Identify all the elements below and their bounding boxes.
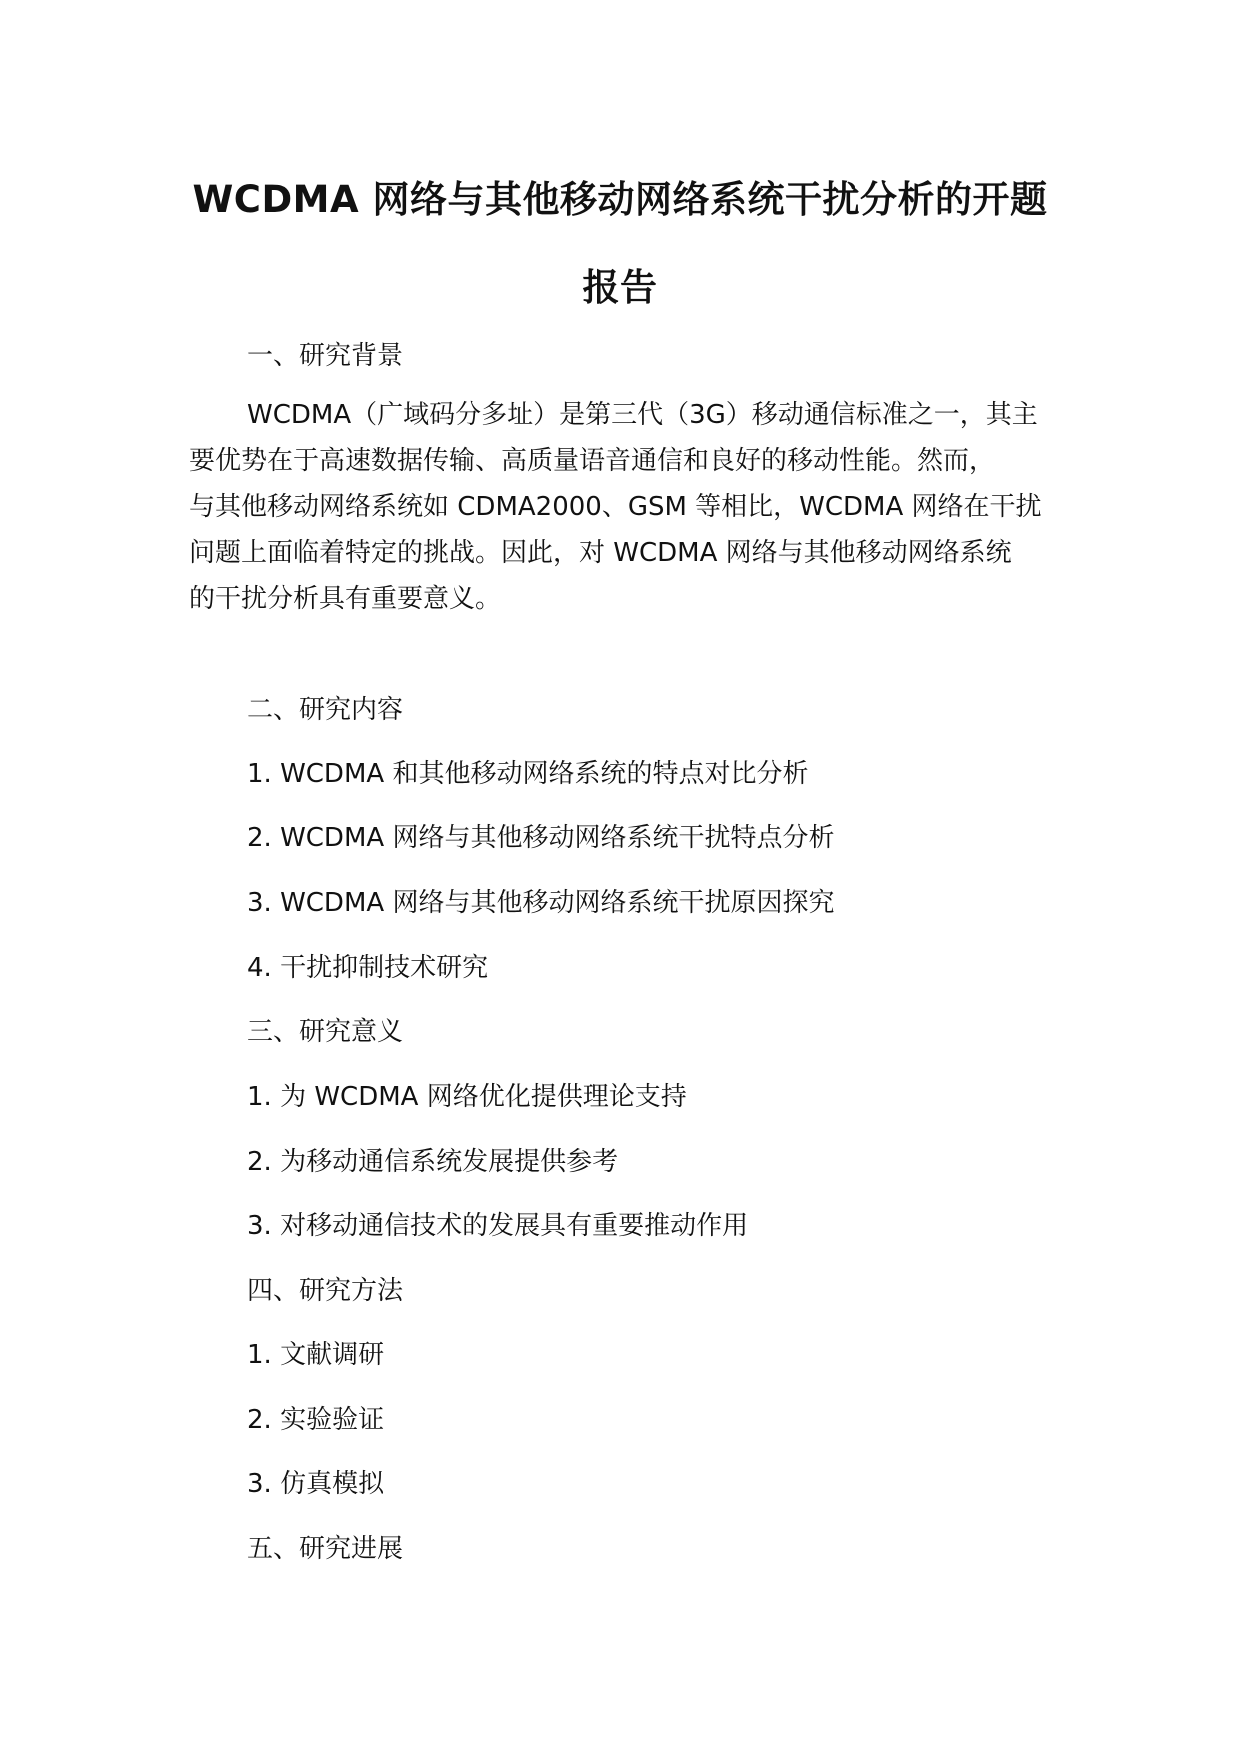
list-item: 4. 干扰抑制技术研究 xyxy=(247,953,489,983)
paragraph-line: 问题上面临着特定的挑战。因此，对 WCDMA 网络与其他移动网络系统 xyxy=(189,538,1012,568)
paragraph-line: 的干扰分析具有重要意义。 xyxy=(189,584,502,614)
background-paragraph xyxy=(189,392,1069,622)
paragraph-line: WCDMA（广域码分多址）是第三代（3G）移动通信标准之一，其主 xyxy=(247,400,1038,430)
list-item: 3. 对移动通信技术的发展具有重要推动作用 xyxy=(247,1211,749,1241)
list-item: 2. WCDMA 网络与其他移动网络系统干扰特点分析 xyxy=(247,823,835,853)
list-item: 1. 文献调研 xyxy=(247,1340,385,1370)
section-heading-significance: 三、研究意义 xyxy=(247,1017,404,1047)
section-heading-progress: 五、研究进展 xyxy=(247,1534,404,1564)
section-heading-methods: 四、研究方法 xyxy=(247,1276,404,1306)
section-heading-background: 一、研究背景 xyxy=(247,341,404,371)
document-title-line-1: WCDMA 网络与其他移动网络系统干扰分析的开题 xyxy=(192,178,1048,221)
section-heading-content: 二、研究内容 xyxy=(247,695,404,725)
list-item: 3. 仿真模拟 xyxy=(247,1469,385,1499)
list-item: 2. 为移动通信系统发展提供参考 xyxy=(247,1147,619,1177)
list-item: 1. WCDMA 和其他移动网络系统的特点对比分析 xyxy=(247,759,809,789)
paragraph-line: 要优势在于高速数据传输、高质量语音通信和良好的移动性能。然而， xyxy=(189,446,996,476)
list-item: 3. WCDMA 网络与其他移动网络系统干扰原因探究 xyxy=(247,888,835,918)
document-title-line-2: 报告 xyxy=(582,266,658,309)
paragraph-line: 与其他移动网络系统如 CDMA2000、GSM 等相比，WCDMA 网络在干扰 xyxy=(189,492,1042,522)
list-item: 2. 实验验证 xyxy=(247,1405,385,1435)
list-item: 1. 为 WCDMA 网络优化提供理论支持 xyxy=(247,1082,687,1112)
